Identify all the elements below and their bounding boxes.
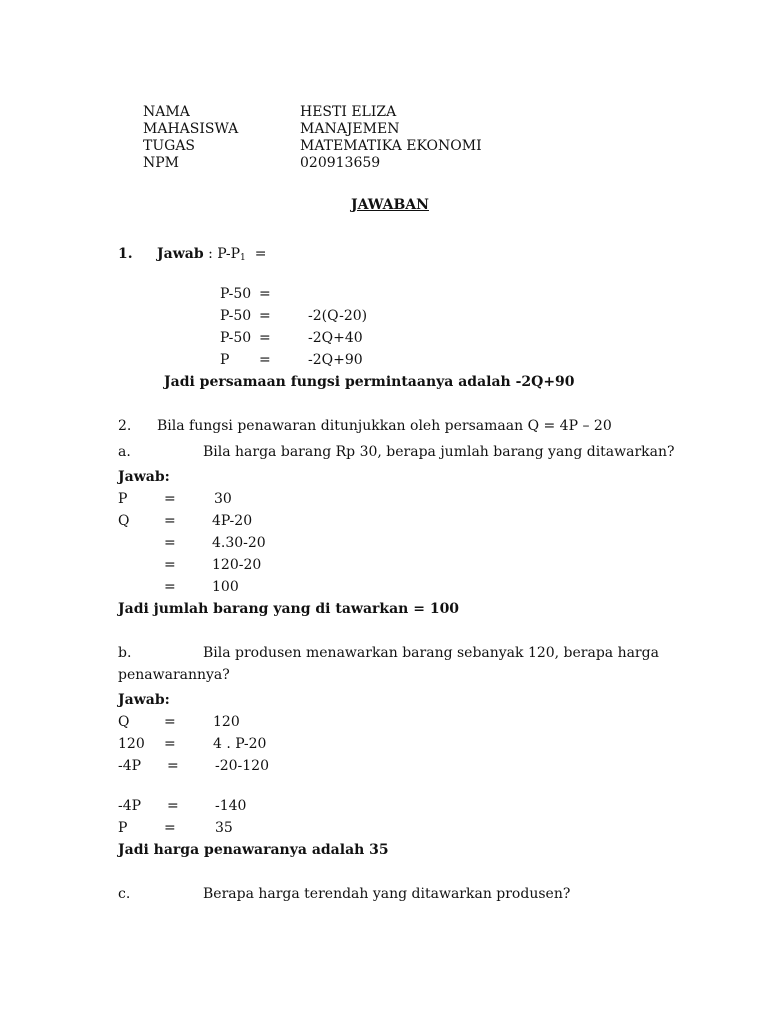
- q1-step-lhs: P-50: [220, 286, 252, 302]
- q1-step-lhs: P: [220, 352, 230, 368]
- header-value-tugas: MATEMATIKA EKONOMI: [300, 138, 482, 154]
- q1-step-eq: =: [259, 330, 271, 346]
- q2b-step-lhs: Q: [118, 714, 130, 730]
- q1-step-eq: =: [259, 352, 271, 368]
- q2a-step-eq: =: [164, 557, 176, 573]
- q1-jawab-line: [157, 245, 266, 267]
- q2b-question-word: Bila: [203, 645, 231, 661]
- q1-step-eq: =: [259, 308, 271, 324]
- q2b-conclusion: Jadi harga penawaranya adalah 35: [118, 842, 389, 858]
- header-label-npm: NPM: [143, 155, 180, 171]
- q2-number: 2.: [118, 418, 132, 434]
- q2a-conclusion: Jadi jumlah barang yang di tawarkan = 100: [118, 601, 460, 617]
- q2a-step-rhs: 4P-20: [212, 513, 253, 529]
- q2b-question-word: sebanyak: [456, 645, 524, 661]
- q1-number: 1.: [118, 246, 133, 262]
- q2b-question-word: barang: [402, 645, 453, 661]
- q2b-letter: b.: [118, 645, 132, 661]
- q2b-question-word: 120,: [527, 645, 560, 661]
- q2b-question-word: harga: [617, 645, 659, 661]
- q2a-step-eq: =: [164, 579, 176, 595]
- q2b-step-rhs: 4 . P-20: [213, 736, 267, 752]
- q2b-step-lhs: -4P: [118, 798, 142, 814]
- q2a-step-lhs: P: [118, 491, 128, 507]
- q2b-step-rhs: 120: [213, 714, 240, 730]
- q1-formula-sub: 1: [240, 253, 246, 263]
- header-label-mahasiswa: MAHASISWA: [143, 121, 239, 137]
- q1-step-lhs: P-50: [220, 330, 252, 346]
- q2b-step-eq: =: [167, 798, 179, 814]
- header-label-nama: NAMA: [143, 104, 190, 120]
- q2a-step-lhs: Q: [118, 513, 130, 529]
- q1-step-rhs: -2Q+90: [308, 352, 363, 368]
- q1-step-eq: =: [259, 286, 271, 302]
- q2b-step-eq: =: [167, 758, 179, 774]
- q1-conclusion: Jadi persamaan fungsi permintaanya adalah -2Q+90: [164, 374, 575, 390]
- q1-formula-eq: =: [254, 246, 267, 262]
- q2b-step-lhs: 120: [118, 736, 145, 752]
- header-value-nama: HESTI ELIZA: [300, 104, 397, 120]
- page-title: JAWABAN: [351, 197, 429, 213]
- q2c-letter: c.: [118, 886, 131, 902]
- q2a-jawab: Jawab:: [118, 469, 170, 485]
- q2b-question-line2: penawarannya?: [118, 667, 230, 683]
- q1-jawab-colon: :: [208, 246, 213, 262]
- q1-step-rhs: -2(Q-20): [308, 308, 368, 324]
- q2a-step-rhs: 4.30-20: [212, 535, 266, 551]
- q2b-question-word: menawarkan: [306, 645, 398, 661]
- q2b-step-lhs: -4P: [118, 758, 142, 774]
- q2b-step-rhs: -20-120: [215, 758, 269, 774]
- q2a-step-rhs: 100: [212, 579, 239, 595]
- header-value-mahasiswa: MANAJEMEN: [300, 121, 400, 137]
- q2b-question-line1: [203, 644, 659, 662]
- q2b-step-eq: =: [164, 820, 176, 836]
- q1-jawab-label: Jawab: [157, 246, 204, 262]
- q2b-step-lhs: P: [118, 820, 128, 836]
- q2a-step-eq: =: [164, 491, 176, 507]
- q1-formula-prefix: P-P: [217, 246, 241, 262]
- q2-statement: Bila fungsi penawaran ditunjukkan oleh persamaan Q = 4P – 20: [157, 418, 612, 434]
- q2b-question-word: produsen: [235, 645, 302, 661]
- q2a-step-rhs: 120-20: [212, 557, 262, 573]
- q2a-step-eq: =: [164, 535, 176, 551]
- header-value-npm: 020913659: [300, 155, 381, 171]
- q2a-question: Bila harga barang Rp 30, berapa jumlah barang yang ditawarkan?: [203, 444, 675, 460]
- q1-step-rhs: -2Q+40: [308, 330, 363, 346]
- q2b-step-eq: =: [164, 736, 176, 752]
- q2a-step-eq: =: [164, 513, 176, 529]
- q2b-step-eq: =: [164, 714, 176, 730]
- q2a-letter: a.: [118, 444, 131, 460]
- q2b-step-rhs: -140: [215, 798, 247, 814]
- q2b-jawab: Jawab:: [118, 692, 170, 708]
- q2b-question-word: berapa: [563, 645, 614, 661]
- q2b-step-rhs: 35: [215, 820, 233, 836]
- q1-step-lhs: P-50: [220, 308, 252, 324]
- q2c-question: Berapa harga terendah yang ditawarkan produsen?: [203, 886, 571, 902]
- header-label-tugas: TUGAS: [143, 138, 196, 154]
- q2a-step-rhs: 30: [214, 491, 232, 507]
